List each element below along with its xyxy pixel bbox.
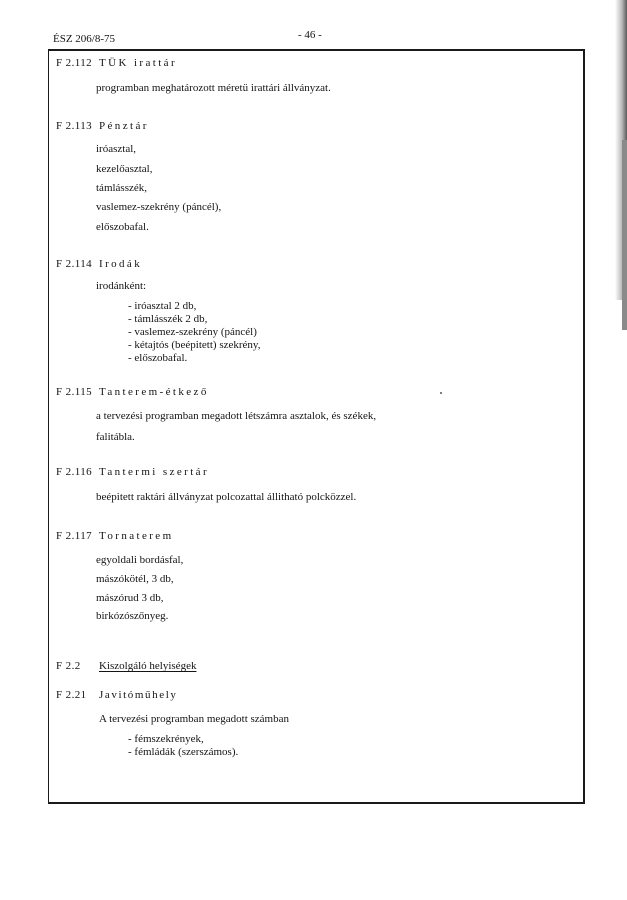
list-item: mászórud 3 db, — [96, 592, 164, 604]
list-item: támlásszék, — [96, 182, 148, 194]
list-item: kezelőasztal, — [96, 163, 153, 175]
section-title-irodak: Irodák — [99, 258, 143, 270]
list-item: - támlásszék 2 db, — [128, 313, 208, 325]
section-title-kiszolgalo-helyisegek: Kiszolgáló helyiségek — [99, 660, 197, 672]
list-item: - fémszekrények, — [128, 733, 204, 745]
list-item: előszobafal. — [96, 221, 149, 233]
section-title-javitomuhely: Javitóműhely — [99, 689, 178, 701]
section-code-2-112: F 2.112 — [56, 57, 93, 69]
section-code-2-116: F 2.116 — [56, 466, 93, 478]
scan-speck — [440, 392, 442, 394]
section-line: a tervezési programban megadott létszámra asztalok, és székek, — [96, 410, 377, 422]
page-number: - 46 - — [298, 29, 322, 41]
section-intro: A tervezési programban megadott számban — [99, 713, 289, 725]
list-item: - vaslemez-szekrény (páncél) — [128, 326, 257, 338]
section-code-2-21: F 2.21 — [56, 689, 87, 701]
list-item: - előszobafal. — [128, 352, 188, 364]
section-title-tantermi-szertar: Tantermi szertár — [99, 466, 210, 478]
list-item: egyoldali bordásfal, — [96, 554, 184, 566]
section-code-2-2: F 2.2 — [56, 660, 81, 672]
section-code-2-117: F 2.117 — [56, 530, 93, 542]
section-code-2-114: F 2.114 — [56, 258, 93, 270]
section-title-tanterem-etkezo: Tanterem-étkező — [99, 386, 209, 398]
list-item: - iróasztal 2 db, — [128, 300, 197, 312]
list-item: birkózószőnyeg. — [96, 610, 169, 622]
section-code-2-115: F 2.115 — [56, 386, 93, 398]
section-line: programban meghatározott méretü irattári állványzat. — [96, 82, 331, 94]
list-item: vaslemez-szekrény (páncél), — [96, 201, 222, 213]
list-item: iróasztal, — [96, 143, 137, 155]
section-title-tuk-irattar: TÜK irattár — [99, 57, 178, 69]
section-line: beépitett raktári állványzat polcozattal állitható polcközzel. — [96, 491, 357, 503]
list-item: mászókötél, 3 db, — [96, 573, 174, 585]
list-item: - fémládák (szerszámos). — [128, 746, 239, 758]
list-item: - kétajtós (beépitett) szekrény, — [128, 339, 261, 351]
section-title-penztar: Pénztár — [99, 120, 149, 132]
document-reference: ÉSZ 206/8-75 — [53, 33, 116, 45]
page-edge-shadow-strip — [622, 140, 627, 330]
section-code-2-113: F 2.113 — [56, 120, 93, 132]
section-title-tornaterem: Tornaterem — [99, 530, 174, 542]
section-line: falitábla. — [96, 431, 135, 443]
section-intro: irodánként: — [96, 280, 147, 292]
